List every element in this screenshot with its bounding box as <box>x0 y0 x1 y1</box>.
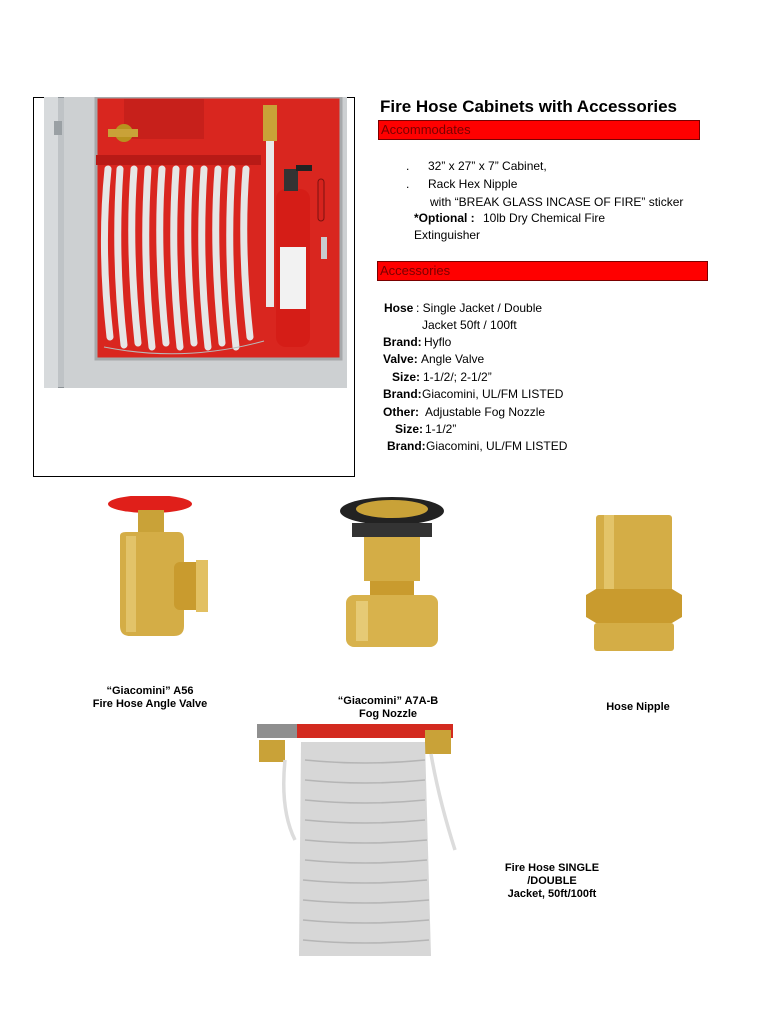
hose-nipple-caption: Hose Nipple <box>606 701 670 713</box>
size-label-2: Size: <box>395 422 424 436</box>
brand-label-1: Brand: <box>383 335 422 349</box>
fog-nozzle-caption: “Giacomini” A7A-B Fog Nozzle <box>337 695 439 720</box>
accessories-heading: Accessories <box>377 261 708 281</box>
optional-text-1: 10lb Dry Chemical Fire <box>483 211 606 225</box>
optional-text-2: Extinguisher <box>414 228 481 242</box>
brand-label-3: Brand: <box>387 439 426 453</box>
fog-nozzle-image <box>338 497 446 650</box>
hose-value-1: : Single Jacket / Double <box>416 301 543 315</box>
brand-label-2: Brand: <box>383 387 422 401</box>
angle-valve-caption: “Giacomini” A56 Fire Hose Angle Valve <box>92 685 208 710</box>
bullet-dot-1: . <box>406 159 410 173</box>
hose-value-2: Jacket 50ft / 100ft <box>422 318 517 332</box>
accommodates-bullet-cabinet: 32” x 27” x 7” Cabinet, <box>428 159 547 173</box>
accommodates-heading: Accommodates <box>378 120 700 140</box>
size-value-1: 1-1/2/; 2-1/2” <box>423 370 492 384</box>
bullet-dot-2: . <box>406 177 410 191</box>
brand-value-1: Hyflo <box>424 335 452 349</box>
valve-label: Valve: <box>383 352 418 366</box>
fire-hose-cabinet-image <box>44 97 347 388</box>
fire-hose-rack-image <box>255 720 465 960</box>
hose-nipple-image <box>586 513 682 653</box>
size-value-2: 1-1/2” <box>425 422 457 436</box>
other-label: Other: <box>383 405 419 419</box>
accommodates-bullet-nipple: Rack Hex Nipple <box>428 177 518 191</box>
angle-valve-image <box>100 496 212 642</box>
accommodates-sticker-line: with “BREAK GLASS INCASE OF FIRE” sticker <box>430 195 684 209</box>
fire-hose-caption: Fire Hose SINGLE /DOUBLE Jacket, 50ft/100ft <box>504 862 600 900</box>
optional-label: *Optional : <box>414 211 475 225</box>
valve-value: Angle Valve <box>421 352 485 366</box>
other-value: Adjustable Fog Nozzle <box>425 405 546 419</box>
page-title: Fire Hose Cabinets with Accessories <box>380 97 677 116</box>
size-label-1: Size: <box>392 370 421 384</box>
hose-label: Hose <box>384 301 414 315</box>
brand-value-3: Giacomini, UL/FM LISTED <box>426 439 568 453</box>
brand-value-2: Giacomini, UL/FM LISTED <box>422 387 564 401</box>
